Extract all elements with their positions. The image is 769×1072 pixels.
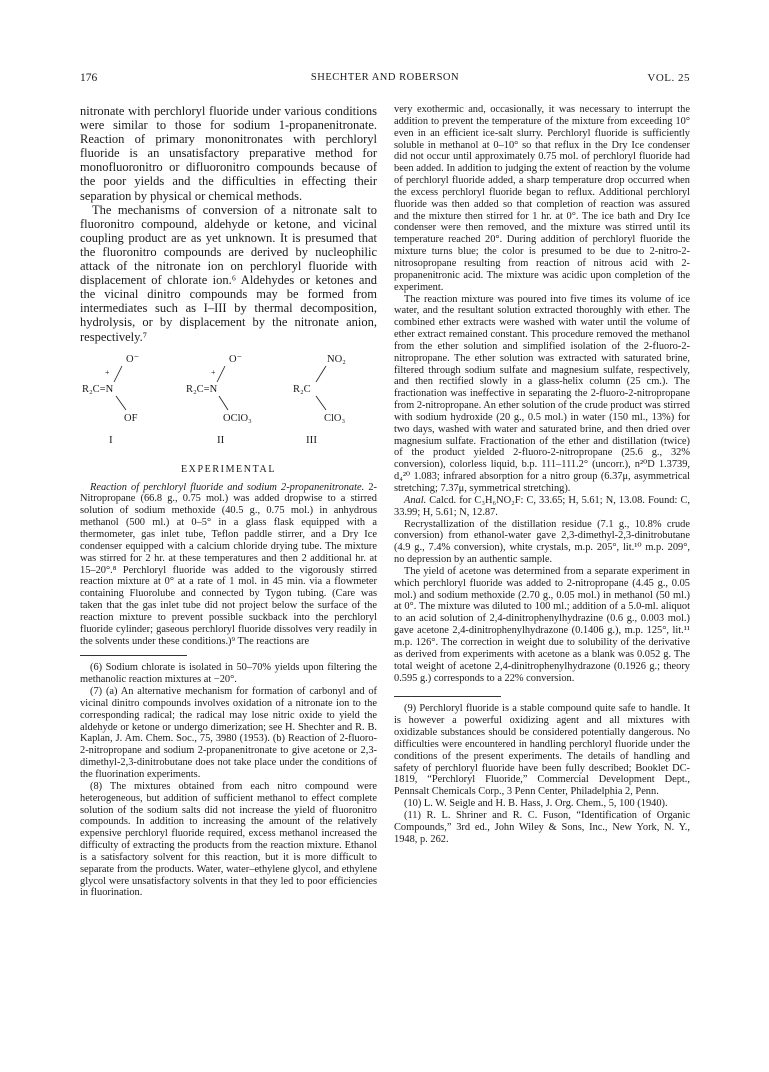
- footnotes-left: [80, 662, 377, 899]
- analysis-label: Anal.: [404, 494, 427, 506]
- structure-II-bottom: OClO₃: [223, 412, 252, 424]
- section-title: EXPERIMENTAL: [180, 463, 277, 475]
- structure-I-label: I: [109, 433, 113, 446]
- structure-II-plus: +: [211, 367, 216, 377]
- running-title: SHECHTER AND ROBERSON: [310, 72, 460, 83]
- structure-II-left: R₂C=N: [186, 383, 218, 395]
- experimental-text: 2-Nitropropane (66.8 g., 0.75 mol.) was added dropwise to a stirred solution of sodium methoxide (40.5 g., 0.75 mol.) in anhydrous methanol (500 ml.) at 0–5° in a glass flask equipped with a thermometer, gas inlet tube, Teflon paddle stirrer, and a Dry Ice condenser equipped with a calcium chloride drying tube. The mixture was stirred for 2 hr. at these temperatures and then 2 additional hr. at 15–20°.⁸ Perchloryl fluoride was added to the vigorously stirred reaction mixture at 0° at a rate of 1 mol. in 45 min. via a flowmeter containing Fluorolube and connected by Tygon tubing. (Care was taken that the gas inlet tube did not project below the surface of the reaction mixture to prevent possible suckback into the perchloryl fluoride cylinder; gaseous perchloryl fluoride dissolves very readily in the solvents under these conditions.)⁹ The reactions are: [80, 481, 377, 647]
- right-column: [394, 104, 690, 845]
- footnote-divider: [394, 696, 501, 697]
- paragraph: very exothermic and, occasionally, it was necessary to interrupt the addition to prevent the temperature of the mixture from exceeding 10° even in an efficient ice-salt slurry. Perchloryl fluoride is sufficiently soluble in methanol at 0–10° so that reflux in the Dry Ice condenser did not occur until approximately 0.75 mol. of perchloryl fluoride had been added. In addition to judging the extent of reaction by the volume of perchloryl fluoride added, a sharp temperature drop occurred when the excess perchloryl fluoride began to reflux. Additional perchloryl fluoride was then added so that completion of reaction was assured and the mixture then stirred for 1 hr. at 0°. The ice bath and Dry Ice condenser were then removed, and the mixture was stirred until its temperature reached 20°. During addition of perchloryl fluoride the mixture turns blue; the color is presumed to be due to 2-nitro-2-nitrosopropane resulting from reaction of nitrous acid with 2-propanenitronic acid. The mixture was acidic upon completion of the experiment.: [394, 104, 690, 293]
- structure-III-label: III: [306, 433, 317, 446]
- structure-III-left: R₂C: [293, 383, 311, 395]
- structure-I: [82, 354, 140, 446]
- paragraph: Recrystallization of the distillation residue (7.1 g., 10.8% crude conversion) from ethanol-water gave 2,3-dimethyl-2,3-dinitrobutane (4.9 g., 7.4% conversion), white crystals, m.p. 205°, lit.¹⁰ m.p. 209°, no depression by an authentic sample.: [394, 518, 690, 566]
- structure-II: [186, 354, 252, 446]
- structure-I-plus: +: [105, 367, 110, 377]
- structure-III-bottom: ClO₃: [324, 412, 346, 424]
- analysis-paragraph: [394, 495, 690, 519]
- paragraph: The mechanisms of conversion of a nitronate salt to fluoronitro compound, aldehyde or ketone, and vicinal coupling product are as yet unknown. It is presumed that the fluoronitro compounds are derived by nucleophilic attack of the nitronate ion on perchloryl fluoride with displacement of chlorate ion.⁶ Aldehydes or ketones and the vicinal dinitro compounds may be formed from intermediates such as I–III by thermal decomposition, hydrolysis, or by displacement by the nitronate anion, respectively.⁷: [80, 202, 377, 344]
- paragraph: The reaction mixture was poured into five times its volume of ice water, and the resultant solution extracted thoroughly with ether. The combined ether extracts were washed with water until the volume of ether extract remained constant. This procedure removed the methanol from the ether solution and simplified isolation of the 2-fluoro-2-nitropropane. The ether solution was extracted with saturated brine, filtered through sodium sulfate and magnesium sulfate, respectively, and then rectified slowly in a glass-helix column (25 cm.). The fractionation was ineffective in separating the 2-fluoro-2-nitropropane from 2-nitropropane. An ether solution of the crude product was stirred with sodium hydroxide (20 g., 0.5 mol.) in water (150 ml., 13%) for two days, washed with water and saturated brine, and then dried over magnesium sulfate. Fractionation of the ether and distillation (twice) of the product yielded 2-fluoro-2-nitropropane (25.6 g., 32% conversion), colorless liquid, b.p. 111–111.2° (uncorr.), n²⁰D 1.3739, d₄²⁰ 1.083; infrared absorption for a nitro group (6.37μ, asymmetrical stretching; 7.37μ, symmetrical stretching).: [394, 293, 690, 494]
- footnote: (9) Perchloryl fluoride is a stable compound quite safe to handle. It is however a powerful oxidizing agent and all mixtures with oxidizable substances should be considered potentially dangerous. No difficulties were encountered in handling perchloryl fluoride under the conditions of the present experiments. The details of handling and safety of perchloryl fluoride have been fully described; Booklet DC-1819, “Perchloryl Fluoride,” Commercial Development Dept., Pennsalt Chemicals Corp., 3 Penn Center, Philadelphia 2, Penn.: [394, 703, 690, 798]
- structure-I-top: O⁻: [126, 353, 140, 365]
- footnote: (10) L. W. Seigle and H. B. Hass, J. Org. Chem., 5, 100 (1940).: [404, 798, 668, 810]
- structure-III: [293, 354, 346, 446]
- footnote: (11) R. L. Shriner and R. C. Fuson, “Identification of Organic Compounds,” 3rd ed., John Wiley & Sons, Inc., New York, N. Y., 1948, p. 262.: [394, 809, 690, 845]
- footnotes-right: [394, 703, 690, 845]
- experimental-paragraph: [80, 482, 377, 648]
- footnote: (6) Sodium chlorate is isolated in 50–70% yields upon filtering the methanolic reaction mixtures at −20°.: [80, 662, 377, 686]
- paragraph: nitronate with perchloryl fluoride under various conditions were similar to those for sodium 1-propanenitronate. Reaction of primary mononitronates with perchloryl fluoride is an unsatisfactory preparative method for monofluoronitro or difluoronitro compounds because of the poor yields and the difficulties in effecting their separation by physical or chemical methods.: [80, 104, 377, 203]
- paragraph: The yield of acetone was determined from a separate experiment in which perchloryl fluoride was added to 2-nitropropane (4.45 g., 0.05 mol.) and sodium methoxide (2.70 g., 0.05 mol.) in methanol (50 ml.) at 0°. The mixture was diluted to 100 ml.; addition of a 5.0-ml. aliquot to an acid solution of 2,4-dinitrophenylhydrazine (0.6 g., 0.003 mol.) gave acetone 2,4-dinitrophenylhydrazone (0.1406 g.), m.p. 125°, lit.¹¹ m.p. 126°. The correction in weight due to solubility of the derivative as derived from experiments with acetone as a blank was 0.052 g. The total weight of acetone 2,4-dinitrophenylhydrazone (0.1926 g.; theory 0.595 g.) corresponds to a 22% conversion.: [394, 565, 690, 684]
- structure-I-left: R₂C=N: [82, 383, 114, 395]
- analysis-text: Calcd. for C₃H₆NO₂F: C, 33.65; H, 5.61; N, 13.08. Found: C, 33.99; H, 5.61; N, 12.87.: [394, 494, 690, 518]
- footnote: (8) The mixtures obtained from each nitro compound were heterogeneous, but addition of sufficient methanol to effect complete solution of the sodium salts did not increase the yield of fluoronitro compounds. In addition to increasing the amount of the relatively expensive perchloryl fluoride required, excess methanol increased the difficulty of extracting the products from the reaction mixture. Ethanol is a satisfactory solvent for this reaction, but it is more difficult to separate from the products. Water, water–ethylene glycol, and ethylene glycol were unsatisfactory solvents in that they led to poor efficiencies in fluorination.: [80, 780, 377, 899]
- structures-drawing: [80, 348, 377, 456]
- footnote-divider: [80, 655, 187, 656]
- footnote: (7) (a) An alternative mechanism for formation of carbonyl and of vicinal dinitro compounds involves oxidation of a nitronate ion to the corresponding radical; the radical may lose nitric oxide to yield the aldehyde or ketone or undergo dimerization; see H. Shechter and R. B. Kaplan, J. Am. Chem. Soc., 75, 3980 (1953). (b) Reaction of 2-fluoro-2-nitropropane and sodium 2-propanenitronate to give acetone or 2,3-dimethyl-2,3-dinitrobutane does not take place under the conditions of the fluorination experiments.: [80, 686, 377, 780]
- left-column: [80, 104, 377, 899]
- chemical-structures: [80, 348, 377, 456]
- structure-III-top: NO₂: [327, 353, 346, 365]
- structure-I-bottom: OF: [124, 412, 138, 424]
- volume-label: VOL. 25: [647, 72, 690, 84]
- page-header: [80, 72, 690, 88]
- structure-II-top: O⁻: [229, 353, 243, 365]
- experimental-heading: Reaction of perchloryl fluoride and sodium 2-propanenitronate.: [90, 481, 365, 493]
- structure-II-label: II: [217, 433, 225, 446]
- page-number: 176: [80, 72, 98, 84]
